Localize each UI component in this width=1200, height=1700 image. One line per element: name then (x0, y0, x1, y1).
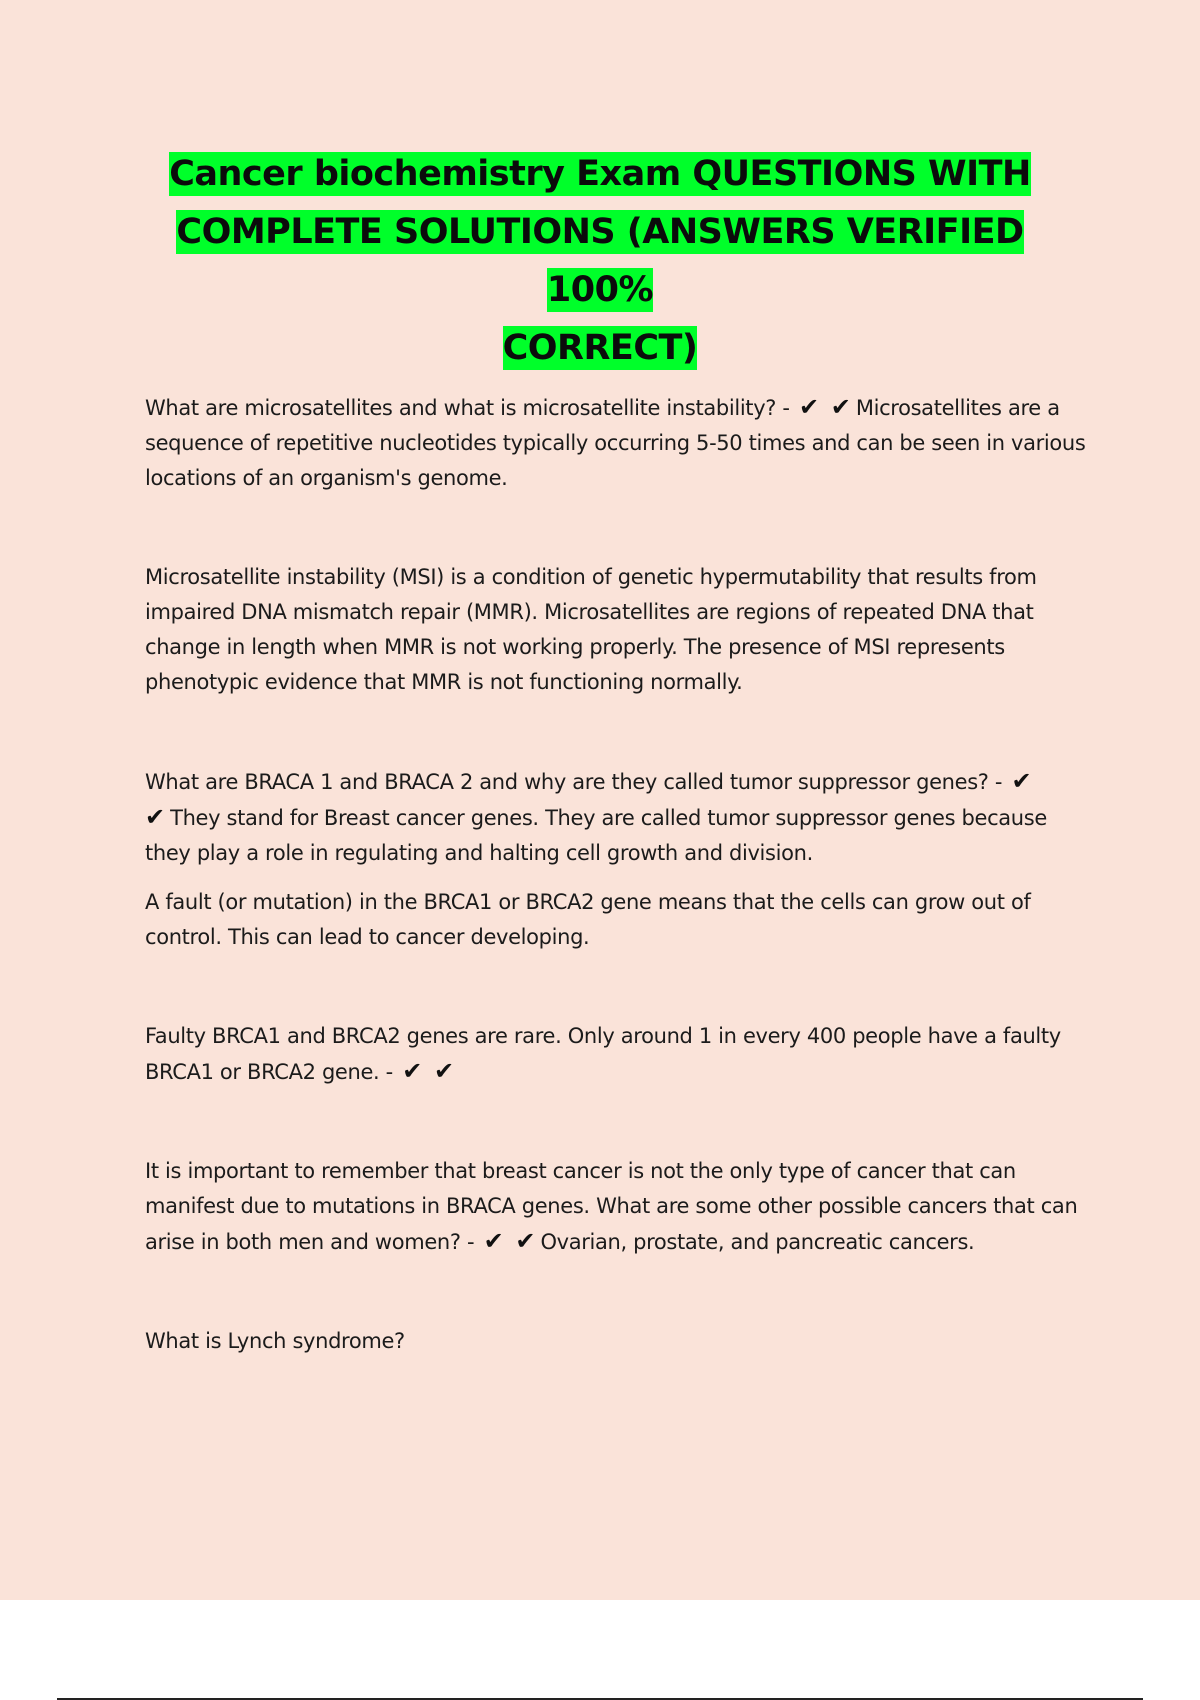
answer-text: They stand for Breast cancer genes. They are called tumor suppressor genes because they play a role in regulating and halting cell growth and division. (145, 806, 1047, 865)
qa-block-other-cancers (145, 1154, 1090, 1260)
question-text: Faulty BRCA1 and BRCA2 genes are rare. Only around 1 in every 400 people have a faulty BRCA1 or BRCA2 gene. - (145, 1024, 1061, 1084)
document-title (120, 145, 1080, 377)
checkmark-icon: ✔ ✔ (798, 393, 853, 421)
checkmark-icon: ✔ ✔ (402, 1057, 457, 1085)
question-text: What are microsatellites and what is microsatellite instability? - (145, 396, 796, 420)
checkmark-icon: ✔ ✔ (483, 1227, 538, 1255)
qa-block-microsatellites (145, 390, 1090, 496)
answer-text: Microsatellites are a sequence of repetitive nucleotides typically occurring 5-50 times and can be seen in various locations of an organism's genome. (145, 396, 1086, 490)
title-line-1: Cancer biochemistry Exam QUESTIONS WITH (169, 154, 1031, 194)
checkmark-icon: ✔ ✔ (145, 767, 1034, 831)
title-line-3: CORRECT) (502, 328, 698, 368)
qa-block-faulty-genes (145, 1019, 1090, 1090)
answer-text: Ovarian, prostate, and pancreatic cancers. (540, 1230, 975, 1254)
qa-block-brca (145, 764, 1090, 871)
document-body (145, 390, 1090, 1359)
question-text: What are BRACA 1 and BRACA 2 and why are they called tumor suppressor genes? - (145, 770, 1009, 794)
question-text: It is important to remember that breast cancer is not the only type of cancer that can manifest due to mutations in BRACA genes. What are some other possible cancers that can arise in both men and women? - (145, 1159, 1078, 1254)
page-footer (0, 1600, 1200, 1700)
title-line-2: COMPLETE SOLUTIONS (ANSWERS VERIFIED 100% (176, 212, 1024, 310)
paragraph-brca-fault: A fault (or mutation) in the BRCA1 or BRCA2 gene means that the cells can grow out of control. This can lead to cancer developing. (145, 890, 1031, 949)
question-lynch-syndrome: What is Lynch syndrome? (145, 1329, 405, 1353)
paragraph-msi: Microsatellite instability (MSI) is a condition of genetic hypermutability that results from impaired DNA mismatch repair (MMR). Microsatellites are regions of repeated DNA that change in length when MMR is not working properly. The presence of MSI represents phenotypic evidence that MMR is not functioning normally. (145, 565, 1037, 694)
